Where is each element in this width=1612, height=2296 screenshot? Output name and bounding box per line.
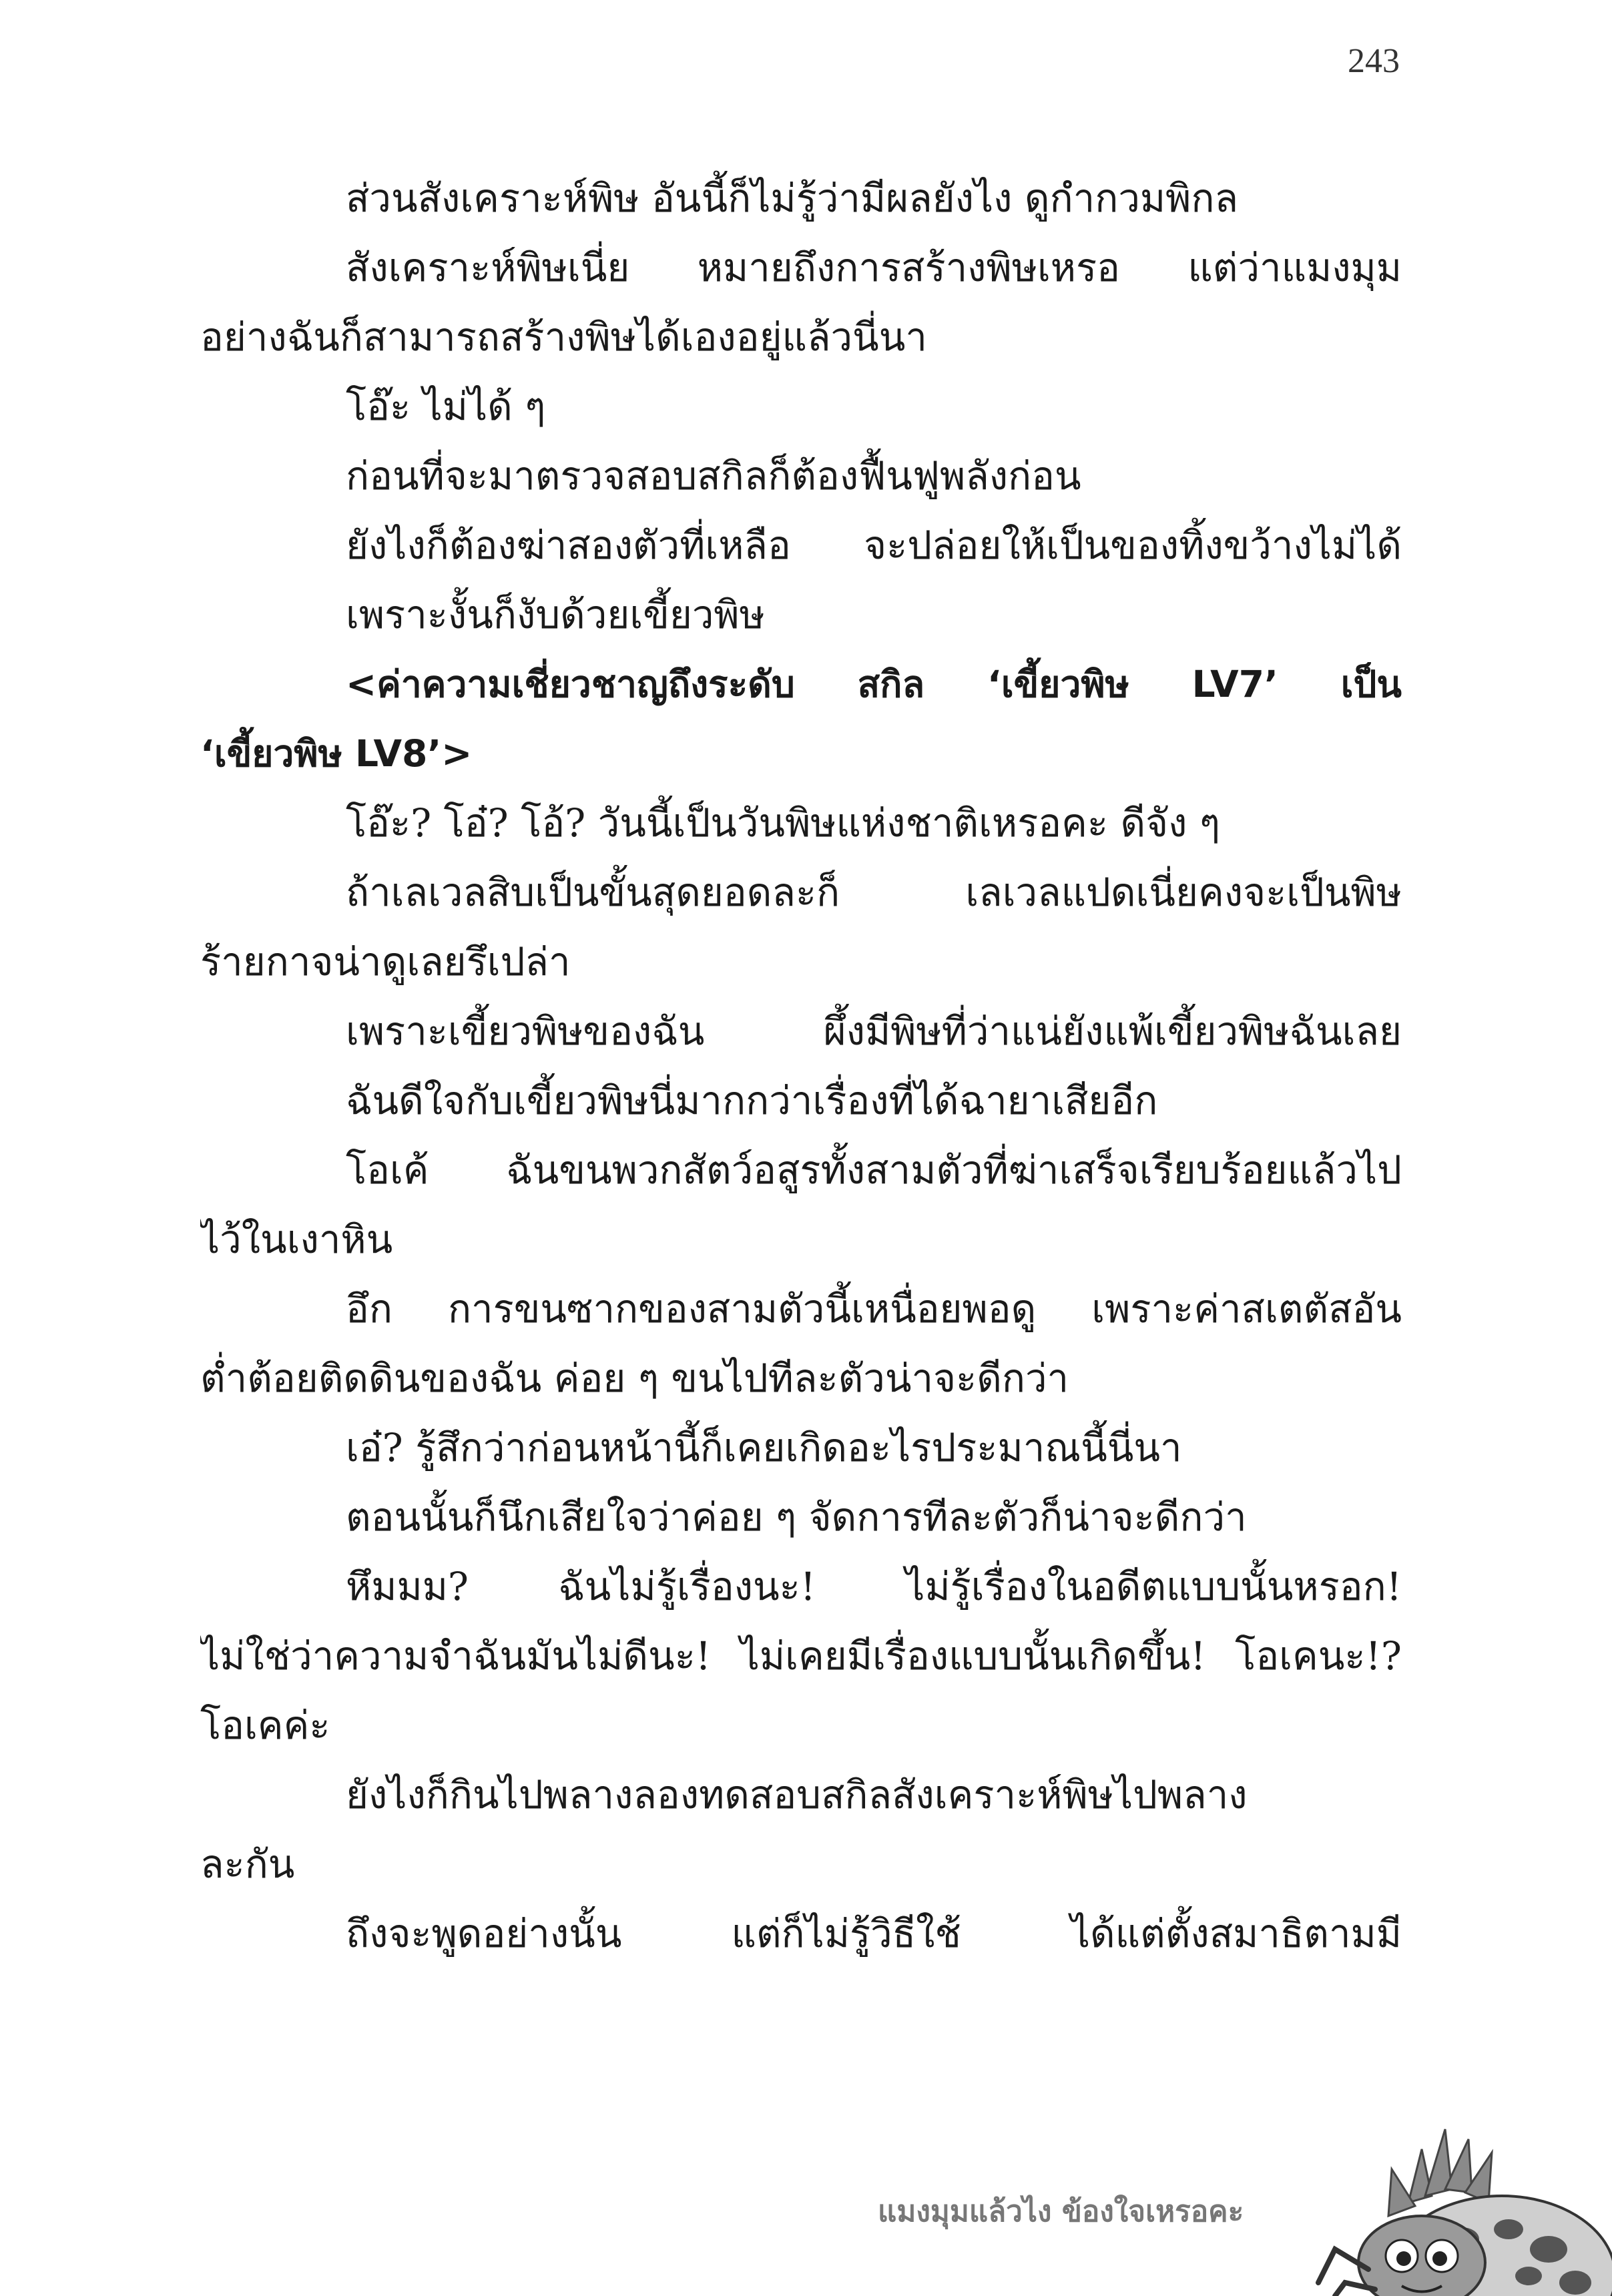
text-line: เพราะงั้นก็งับด้วยเขี้ยวพิษ <box>346 592 765 637</box>
spider-mascot-icon <box>1308 2122 1612 2296</box>
text-line: โอเค้ ฉันขนพวกสัตว์อสูรทั้งสามตัวที่ฆ่าเสร็จเรียบร้อยแล้วไป <box>346 1147 1402 1193</box>
text-line: ตอนนั้นก็นึกเสียใจว่าค่อย ๆ จัดการทีละตัวก็น่าจะดีกว่า <box>346 1494 1247 1540</box>
page-number: 243 <box>1348 42 1400 80</box>
text-line: อย่างฉันก็สามารถสร้างพิษได้เองอยู่แล้วนี่นา <box>200 314 927 360</box>
text-line: ก่อนที่จะมาตรวจสอบสกิลก็ต้องฟื้นฟูพลังก่อน <box>346 453 1081 499</box>
text-line: โอเคค่ะ <box>200 1703 330 1748</box>
text-line: ถึงจะพูดอย่างนั้น แต่ก็ไม่รู้วิธีใช้ ได้แต่ตั้งสมาธิตามมี <box>346 1911 1402 1956</box>
system-message-line: ‘เขี้ยวพิษ LV8’> <box>200 732 473 775</box>
body-text <box>200 164 1402 1968</box>
text-line: ถ้าเลเวลสิบเป็นขั้นสุดยอดละก็ เลเวลแปดเนี่ยคงจะเป็นพิษ <box>346 870 1402 915</box>
text-line: ส่วนสังเคราะห์พิษ อันนี้ก็ไม่รู้ว่ามีผลยังไง ดูกำกวมพิกล <box>346 176 1239 221</box>
text-line: ไว้ในเงาหิน <box>200 1217 393 1262</box>
text-line: โอ๊ะ? โอ๋? โอ้? วันนี้เป็นวันพิษแห่งชาติเหรอคะ ดีจัง ๆ <box>346 800 1221 846</box>
text-line: ร้ายกาจน่าดูเลยรึเปล่า <box>200 939 571 984</box>
text-line: ไม่ใช่ว่าความจำฉันมันไม่ดีนะ! ไม่เคยมีเรื่องแบบนั้นเกิดขึ้น! โอเคนะ!? <box>200 1633 1402 1679</box>
text-line: โอ๊ะ ไม่ได้ ๆ <box>346 384 546 429</box>
text-line: ยังไงก็กินไปพลางลองทดสอบสกิลสังเคราะห์พิษไปพลาง <box>346 1772 1248 1817</box>
text-line: ฉันดีใจกับเขี้ยวพิษนี่มากกว่าเรื่องที่ได้ฉายาเสียอีก <box>346 1078 1158 1123</box>
text-line: ต่ำต้อยติดดินของฉัน ค่อย ๆ ขนไปทีละตัวน่าจะดีกว่า <box>200 1356 1069 1401</box>
text-line: เพราะเขี้ยวพิษของฉัน ผึ้งมีพิษที่ว่าแน่ยังแพ้เขี้ยวพิษฉันเลย <box>346 1009 1402 1054</box>
text-line: เอ๋? รู้สึกว่าก่อนหน้านี้ก็เคยเกิดอะไรประมาณนี้นี่นา <box>346 1425 1182 1470</box>
footer-book-title: แมงมุมแล้วไง ข้องใจเหรอคะ <box>878 2195 1244 2229</box>
system-message-line: <ค่าความเชี่ยวชาญถึงระดับ สกิล ‘เขี้ยวพิษ LV7’ เป็น <box>346 663 1402 705</box>
text-line: ยังไงก็ต้องฆ่าสองตัวที่เหลือ จะปล่อยให้เป็นของทิ้งขว้างไม่ได้ <box>346 523 1402 568</box>
text-line: สังเคราะห์พิษเนี่ย หมายถึงการสร้างพิษเหรอ แต่ว่าแมงมุม <box>346 245 1402 290</box>
text-line: อึก การขนซากของสามตัวนี้เหนื่อยพอดู เพราะค่าสเตตัสอัน <box>346 1286 1402 1332</box>
text-line: หึมมม? ฉันไม่รู้เรื่องนะ! ไม่รู้เรื่องในอดีตแบบนั้นหรอก! <box>346 1564 1402 1609</box>
text-line: ละกัน <box>200 1841 295 1887</box>
